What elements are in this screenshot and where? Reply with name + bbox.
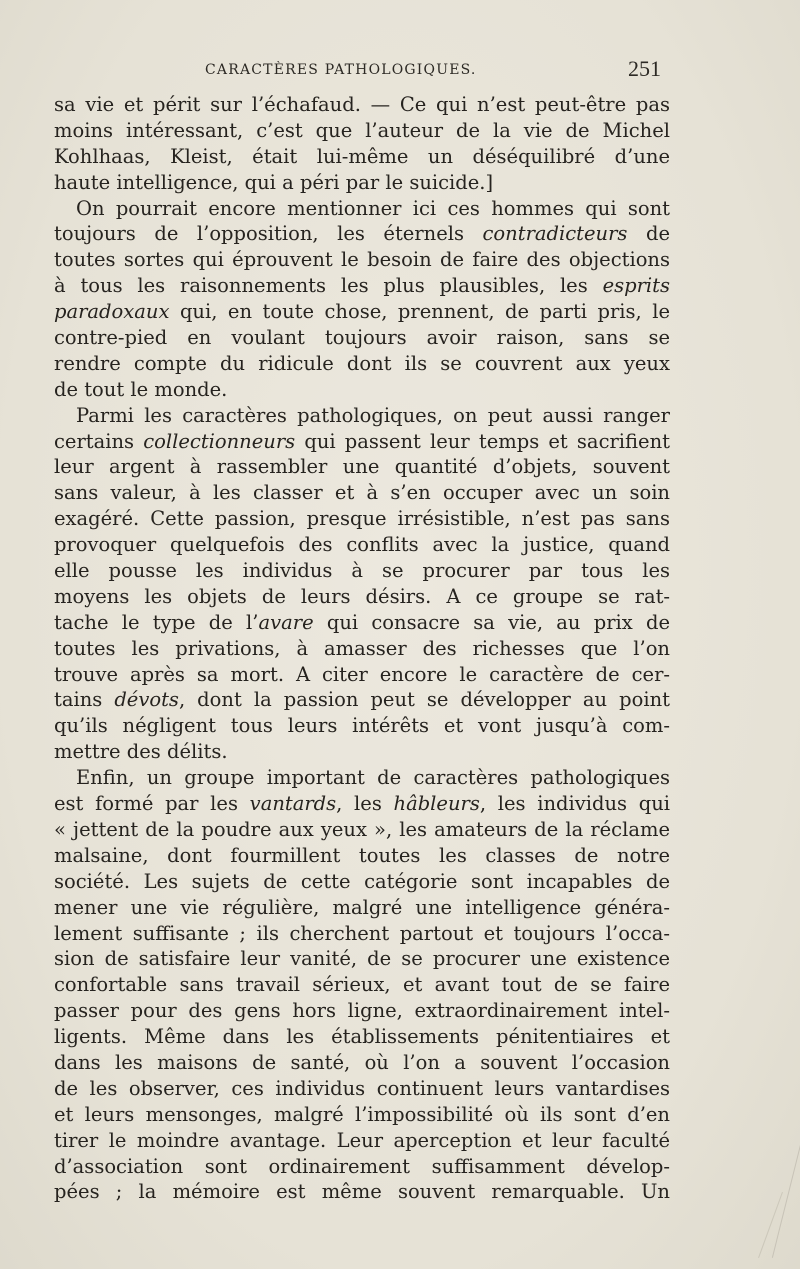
- text-line: toutes les privations, à amasser des richesses que l’on: [54, 636, 670, 660]
- text-line: exagéré. Cette passion, presque irrésistible, n’est pas sans: [54, 507, 670, 531]
- text-line: contre-pied en voulant toujours avoir raison, sans se: [54, 326, 670, 350]
- italic-term: contradicteurs: [482, 222, 628, 246]
- italic-term: paradoxaux: [54, 300, 170, 324]
- text-line: sion de satisfaire leur vanité, de se procurer une existence: [54, 947, 670, 971]
- text-line: et leurs mensonges, malgré l’impossibilité où ils sont d’en: [54, 1102, 670, 1126]
- text-line: société. Les sujets de cette catégorie sont incapables de: [54, 869, 670, 893]
- text-line: à tous les raisonnements les plus plausibles, les esprits: [54, 274, 670, 298]
- page-header: [0, 56, 800, 86]
- text-line: sans valeur, à les classer et à s’en occuper avec un soin: [54, 481, 670, 505]
- text-line: de les observer, ces individus continuent leurs vantardises: [54, 1076, 670, 1100]
- paragraph-start-line: Parmi les caractères pathologiques, on peut aussi ranger: [76, 403, 670, 427]
- paragraph-start-line: Enfin, un groupe important de caractères pathologiques: [76, 766, 670, 790]
- text-line: toujours de l’opposition, les éternels contradicteurs de: [54, 222, 670, 246]
- text-line: malsaine, dont fourmillent toutes les classes de notre: [54, 843, 670, 867]
- text-line: moins intéressant, c’est que l’auteur de la vie de Michel: [54, 118, 670, 142]
- text-line: elle pousse les individus à se procurer par tous les: [54, 559, 670, 583]
- text-line: « jettent de la poudre aux yeux », les amateurs de la réclame: [54, 817, 670, 841]
- paragraph-start-line: On pourrait encore mentionner ici ces hommes qui sont: [76, 196, 670, 220]
- text-line: dans les maisons de santé, où l’on a souvent l’occasion: [54, 1050, 670, 1074]
- text-line: pées ; la mémoire est même souvent remarquable. Un: [54, 1180, 670, 1204]
- text-line: lement suffisante ; ils cherchent partout et toujours l’occa-: [54, 921, 670, 945]
- text-line: qu’ils négligent tous leurs intérêts et vont jusqu’à com-: [54, 714, 670, 738]
- italic-term: vantards: [249, 792, 337, 816]
- italic-term: esprits: [602, 274, 670, 298]
- text-line: de tout le monde.: [54, 377, 228, 401]
- body-text: [54, 92, 670, 1205]
- text-line: rendre compte du ridicule dont ils se couvrent aux yeux: [54, 351, 670, 375]
- text-line: trouve après sa mort. A citer encore le caractère de cer-: [54, 662, 670, 686]
- text-line: tirer le moindre avantage. Leur aperception et leur faculté: [54, 1128, 670, 1152]
- text-line: Kohlhaas, Kleist, était lui-même un déséquilibré d’une: [54, 144, 670, 168]
- text-line: tains dévots, dont la passion peut se développer au point: [54, 688, 670, 712]
- text-line: toutes sortes qui éprouvent le besoin de faire des objections: [54, 248, 670, 272]
- text-line: haute intelligence, qui a péri par le suicide.]: [54, 170, 494, 194]
- scan-scratch: [772, 1112, 800, 1258]
- italic-term: dévots: [114, 688, 179, 712]
- text-line: est formé par les vantards, les hâbleurs, les individus qui: [54, 792, 671, 816]
- text-line: mener une vie régulière, malgré une intelligence généra-: [54, 895, 670, 919]
- text-line: ligents. Même dans les établissements pénitentiaires et: [54, 1025, 670, 1049]
- text-line: provoquer quelquefois des conflits avec la justice, quand: [54, 533, 670, 557]
- text-line: d’association sont ordinairement suffisamment dévelop-: [54, 1154, 670, 1178]
- text-line: paradoxaux qui, en toute chose, prennent, de parti pris, le: [54, 300, 670, 324]
- text-line: certains collectionneurs qui passent leur temps et sacrifient: [54, 429, 670, 453]
- text-line: mettre des délits.: [54, 740, 228, 764]
- italic-term: collectionneurs: [143, 429, 296, 453]
- italic-term: avare: [258, 610, 314, 634]
- running-title: CARACTÈRES PATHOLOGIQUES.: [205, 62, 477, 78]
- text-line: tache le type de l’avare qui consacre sa vie, au prix de: [54, 610, 670, 634]
- text-line: sa vie et périt sur l’échafaud. — Ce qui n’est peut-être pas: [54, 93, 670, 116]
- italic-term: hâbleurs: [393, 792, 480, 816]
- text-line: confortable sans travail sérieux, et avant tout de se faire: [54, 973, 670, 997]
- text-line: moyens les objets de leurs désirs. A ce groupe se rat-: [54, 584, 670, 608]
- text-line: passer pour des gens hors ligne, extraordinairement intel-: [54, 999, 670, 1023]
- text-line: leur argent à rassembler une quantité d’objets, souvent: [54, 455, 670, 479]
- page-number: 251: [628, 56, 661, 81]
